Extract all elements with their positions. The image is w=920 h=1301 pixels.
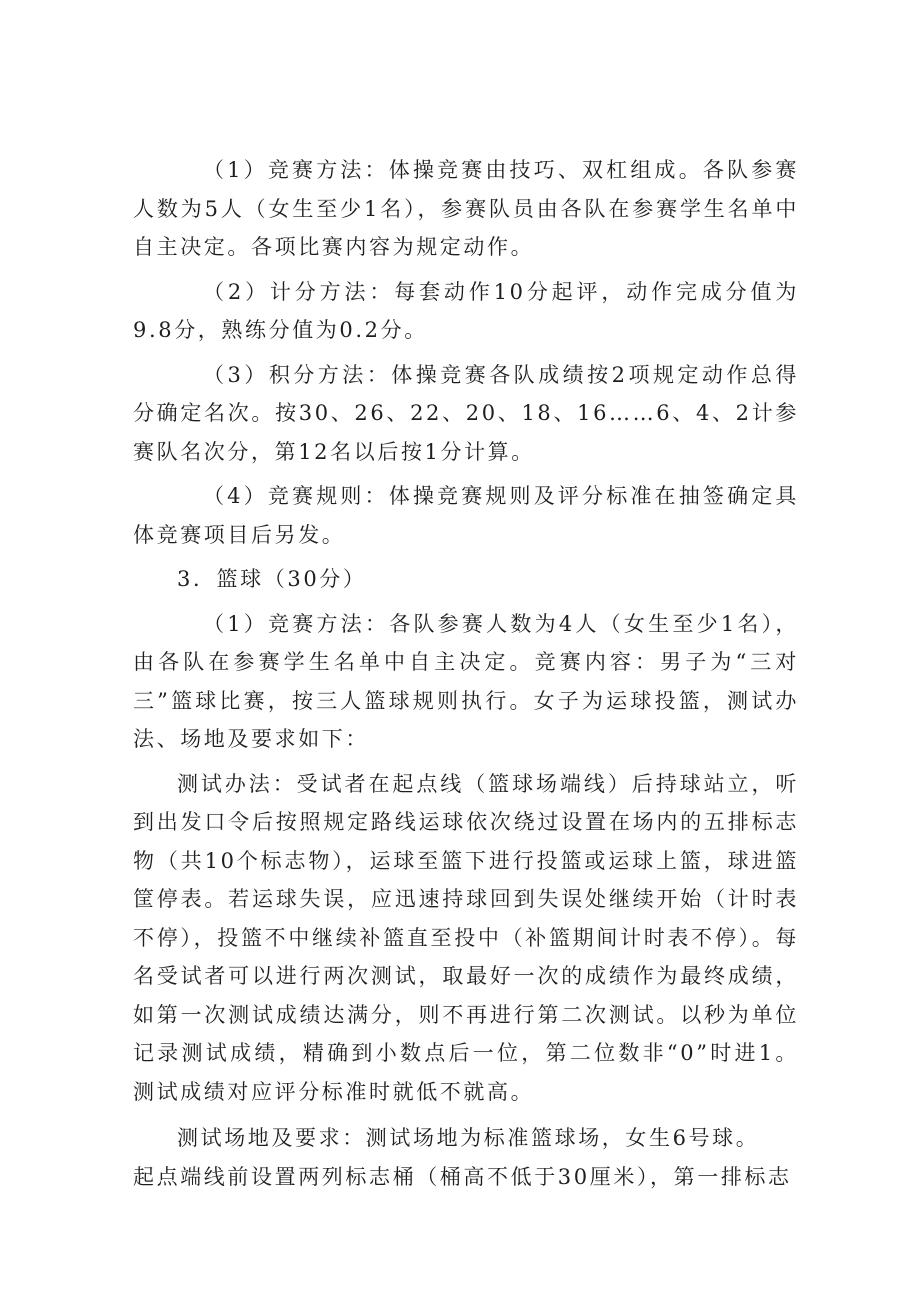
paragraph-test-venue: 测试场地及要求：测试场地为标准篮球场，女生6号球。	[177, 1126, 760, 1150]
paragraph-test-method: 测试办法：受试者在起点线（篮球场端线）后持球站立，听到出发口令后按照规定路线运球依次绕过设置在场内的五排标志物（共10个标志物），运球至篮下进行投篮或运球上篮，球进篮筐停表。若运球失误，应迅速持球回到失误处继续开始（计时表不停），投篮不中继续补篮直至投中（补篮期间计时表不停）。每名受试者可以进行两次测试，取最好一次的成绩作为最终成绩，如第一次测试成绩达满分，则不再进行第二次测试。以秒为单位记录测试成绩，精确到小数点后一位，第二位数非“0”时进1。测试成绩对应评分标准时就低不就高。	[133, 771, 799, 1104]
paragraph-start-line: 起点端线前设置两列标志桶（桶高不低于30厘米），第一排标志	[133, 1164, 792, 1189]
paragraph-gymnastics-method: （1）竞赛方法：体操竞赛由技巧、双杠组成。各队参赛人数为5人（女生至少1名），参赛队员由各队在参赛学生名单中自主决定。各项比赛内容为规定动作。	[133, 158, 799, 259]
paragraph-gymnastics-scoring: （2）计分方法：每套动作10分起评，动作完成分值为9.8分，熟练分值为0.2分。	[133, 279, 799, 342]
section-heading-basketball: 3．篮球（30分）	[177, 567, 367, 591]
paragraph-basketball-method: （1）竞赛方法：各队参赛人数为4人（女生至少1名），由各队在参赛学生名单中自主决定。竞赛内容：男子为“三对三”篮球比赛，按三人篮球规则执行。女子为运球投篮，测试办法、场地及要求如下：	[133, 611, 799, 751]
document-body	[133, 151, 799, 1196]
paragraph-gymnastics-rules: （4）竞赛规则：体操竞赛规则及评分标准在抽签确定具体竞赛项目后另发。	[133, 484, 799, 547]
paragraph-gymnastics-points: （3）积分方法：体操竞赛各队成绩按2项规定动作总得分确定名次。按30、26、22、20、18、16……6、4、2计参赛队名次分，第12名以后按1分计算。	[133, 362, 799, 464]
